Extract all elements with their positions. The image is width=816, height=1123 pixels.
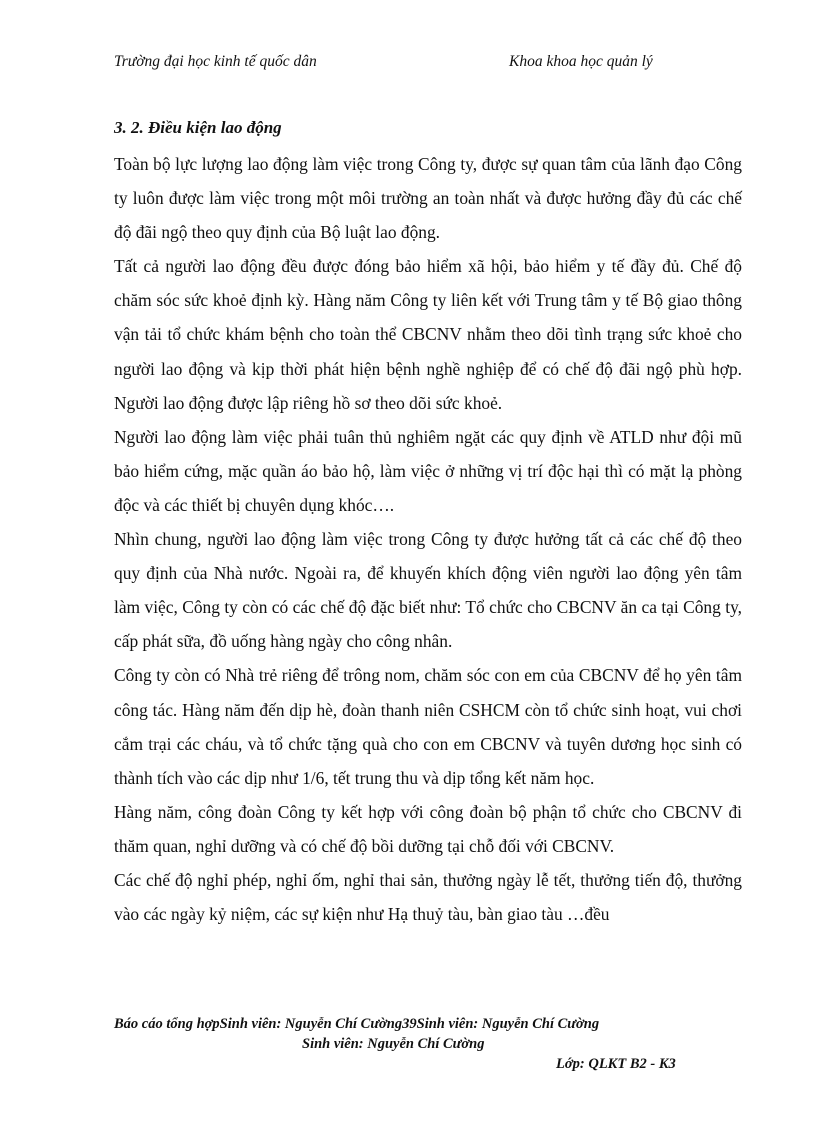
paragraph: Nhìn chung, người lao động làm việc trong Công ty được hưởng tất cả các chế độ theo quy định của Nhà nước. Ngoài ra, để khuyến khích động viên người lao động yên tâm làm việc, Công ty còn có các chế độ đặc biết như: Tổ chức cho CBCNV ăn ca tại Công ty, cấp phát sữa, đồ uống hàng ngày cho công nhân. [114, 529, 742, 652]
paragraph: Công ty còn có Nhà trẻ riêng để trông nom, chăm sóc con em của CBCNV để họ yên tâm công tác. Hàng năm đến dịp hè, đoàn thanh niên CSHCM còn tổ chức sinh hoạt, vui chơi cắm trại các cháu, và tổ chức tặng quà cho con em CBCNV và tuyên dương học sinh có thành tích vào các dịp như 1/6, tết trung thu và dịp tổng kết năm học. [114, 665, 742, 788]
section-heading: 3. 2. Điều kiện lao động [114, 118, 282, 137]
paragraph: Tất cả người lao động đều được đóng bảo hiểm xã hội, bảo hiểm y tế đầy đủ. Chế độ chăm sóc sức khoẻ định kỳ. Hàng năm Công ty liên kết với Trung tâm y tế Bộ giao thông vận tải tổ chức khám bệnh cho toàn thể CBCNV nhằm theo dõi tình trạng sức khoẻ cho người lao động và kịp thời phát hiện bệnh nghề nghiệp để có chế độ đãi ngộ phù hợp. Người lao động được lập riêng hồ sơ theo dõi sức khoẻ. [114, 256, 742, 413]
paragraph: Toàn bộ lực lượng lao động làm việc trong Công ty, được sự quan tâm của lãnh đạo Công ty luôn được làm việc trong một môi trường an toàn nhất và được hưởng đầy đủ các chế độ đãi ngộ theo quy định của Bộ luật lao động. [114, 154, 742, 243]
paragraph: Người lao động làm việc phải tuân thủ nghiêm ngặt các quy định về ATLD như đội mũ bảo hiểm cứng, mặc quần áo bảo hộ, làm việc ở những vị trí độc hại thì có mặt lạ phòng độc và các thiết bị chuyên dụng khóc…. [114, 426, 742, 515]
footer-report-student: Báo cáo tổng hợpSinh viên: Nguyễn Chí Cường39Sinh viên: Nguyễn Chí Cường [114, 1016, 600, 1032]
paragraph: Hàng năm, công đoàn Công ty kết hợp với công đoàn bộ phận tổ chức cho CBCNV đi thăm quan, nghỉ dưỡng và có chế độ bồi dưỡng tại chỗ đối với CBCNV. [114, 801, 742, 856]
footer-class: Lớp: QLKT B2 - K3 [556, 1056, 676, 1072]
body-text [114, 147, 742, 931]
header-faculty-name: Khoa khoa học quản lý [509, 53, 653, 70]
header-university-name: Trường đại học kinh tế quốc dân [114, 53, 317, 70]
footer-student-name: Sinh viên: Nguyễn Chí Cường [302, 1036, 485, 1052]
paragraph: Các chế độ nghỉ phép, nghỉ ốm, nghỉ thai sản, thưởng ngày lễ tết, thưởng tiến độ, thưởng vào các ngày kỷ niệm, các sự kiện như Hạ thuỷ tàu, bàn giao tàu …đều [114, 869, 742, 925]
